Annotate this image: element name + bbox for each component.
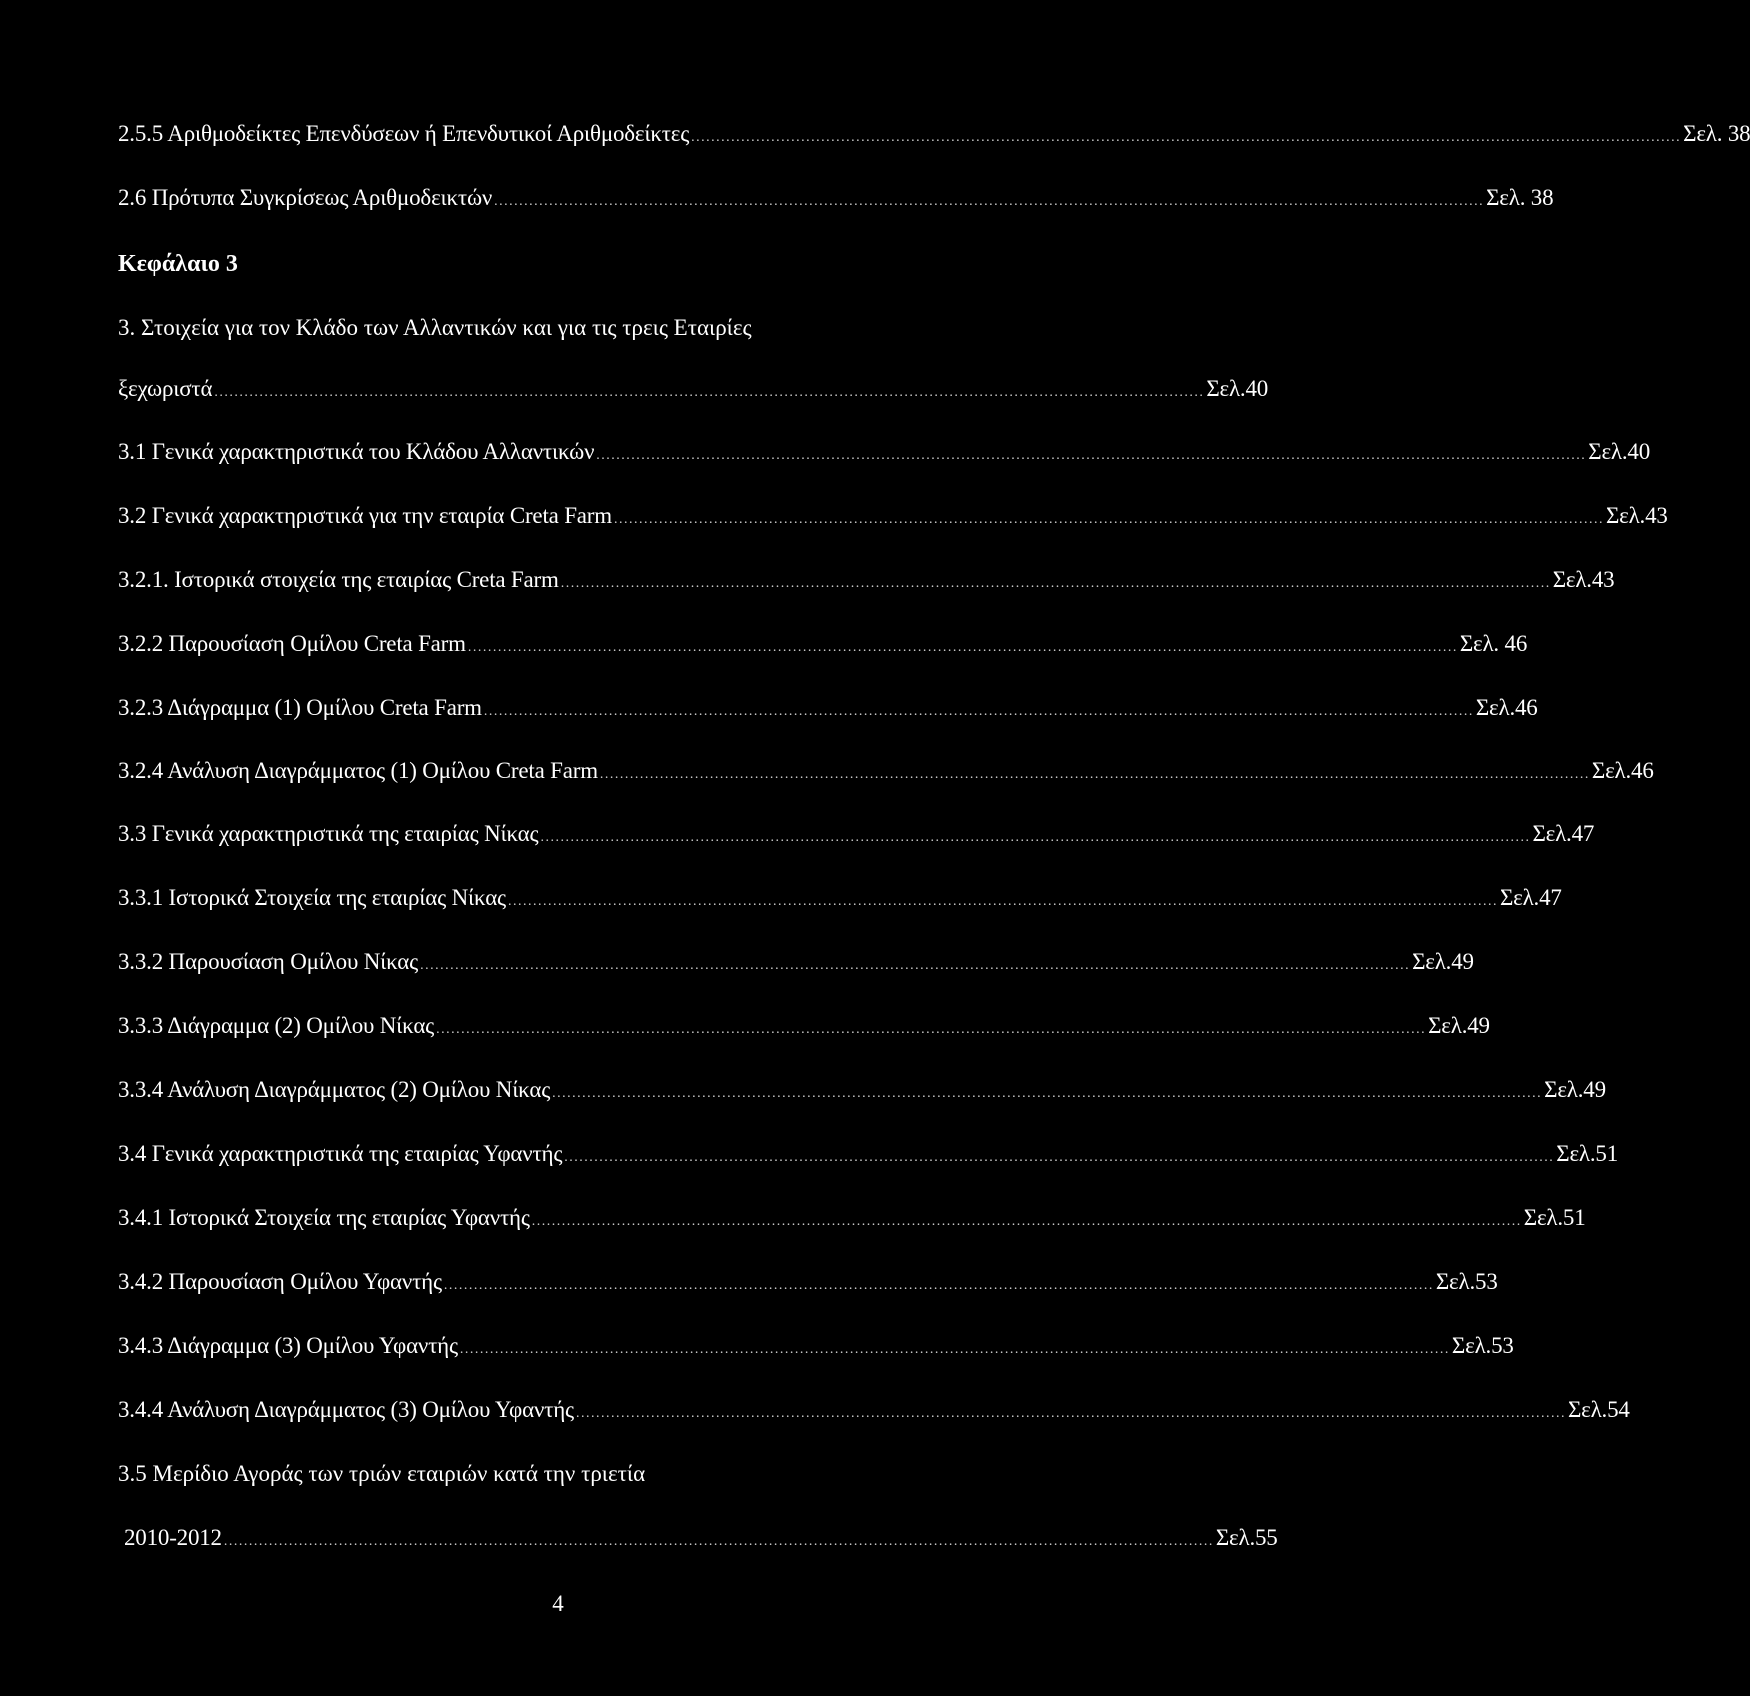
- toc-entry: [118, 1332, 1514, 1364]
- toc-entry-text: 3.4.2 Παρουσίαση Ομίλου Υφαντής: [118, 1269, 442, 1294]
- toc-entry-page: Σελ.55: [1215, 1525, 1278, 1550]
- toc-entry-text: 3.5 Μερίδιο Αγοράς των τριών εταιριών κατά την τριετία: [118, 1461, 646, 1486]
- toc-entry-text: 3.4.1 Ιστορικά Στοιχεία της εταιρίας Υφαντής: [118, 1205, 530, 1230]
- toc-entry: [124, 1524, 1278, 1556]
- toc-entry-text: 2010-2012: [124, 1525, 222, 1550]
- chapter-heading: Κεφάλαιο 3: [118, 251, 238, 277]
- toc-entry-page: Σελ.54: [1567, 1397, 1630, 1422]
- toc-entry: [118, 1204, 1586, 1236]
- toc-entry-page: Σελ.53: [1435, 1269, 1498, 1294]
- toc-entry-text: 3.1 Γενικά χαρακτηριστικά του Κλάδου Αλλαντικών: [118, 439, 595, 464]
- toc-leader-dots: ......................................................................................................................................................................................................: [552, 1086, 1543, 1101]
- toc-entry: [118, 1012, 1490, 1044]
- toc-entry-text: 3.3 Γενικά χαρακτηριστικά της εταιρίας Νίκας: [118, 821, 539, 846]
- toc-leader-dots: ......................................................................................................................................................................................................: [560, 576, 1551, 591]
- toc-leader-dots: ......................................................................................................................................................................................................: [483, 704, 1474, 719]
- toc-entry: [118, 694, 1538, 726]
- toc-entry-page: Σελ.40: [1588, 439, 1651, 464]
- toc-entry-page: Σελ.40: [1206, 376, 1269, 401]
- toc-entry: [118, 1268, 1498, 1300]
- toc-entry-text: 3.4.3 Διάγραμμα (3) Ομίλου Υφαντής: [118, 1333, 458, 1358]
- toc-entry: [118, 757, 1654, 789]
- toc-leader-dots: ......................................................................................................................................................................................................: [436, 1022, 1427, 1037]
- page-number: 4: [552, 1591, 564, 1616]
- toc-entry-text: 2.5.5 Αριθμοδείκτες Επενδύσεων ή Επενδυτικοί Αριθμοδείκτες: [118, 121, 690, 146]
- toc-entry-page: Σελ.46: [1475, 695, 1538, 720]
- toc-entry-page: Σελ.51: [1523, 1205, 1586, 1230]
- toc-entry-page: Σελ.47: [1532, 821, 1595, 846]
- toc-entry-text: 3.4 Γενικά χαρακτηριστικά της εταιρίας Υφαντής: [118, 1141, 563, 1166]
- toc-entry-page: Σελ.43: [1605, 503, 1668, 528]
- toc-entry-text: ξεχωριστά: [118, 376, 213, 401]
- toc-entry: [118, 820, 1595, 852]
- toc-leader-dots: ......................................................................................................................................................................................................: [507, 894, 1498, 909]
- toc-entry-page: Σελ.47: [1499, 885, 1562, 910]
- toc-entry-text: 3. Στοιχεία για τον Κλάδο των Αλλαντικών και για τις τρεις Εταιρίες: [118, 315, 752, 340]
- toc-entry: [118, 1076, 1606, 1108]
- toc-leader-dots: ......................................................................................................................................................................................................: [443, 1278, 1434, 1293]
- toc-leader-dots: ......................................................................................................................................................................................................: [564, 1150, 1555, 1165]
- toc-entry: [118, 502, 1668, 534]
- toc-leader-dots: ......................................................................................................................................................................................................: [467, 640, 1458, 655]
- toc-entry-text: 3.2.1. Ιστορικά στοιχεία της εταιρίας Creta Farm: [118, 567, 559, 592]
- toc-entry: [118, 375, 1269, 407]
- toc-entry: [118, 184, 1554, 216]
- toc-entry: [118, 948, 1474, 980]
- toc-entry-page: Σελ.46: [1591, 758, 1654, 783]
- toc-leader-dots: ......................................................................................................................................................................................................: [459, 1342, 1450, 1357]
- toc-entry-page: Σελ.51: [1556, 1141, 1619, 1166]
- toc-entry-text: 3.2.3 Διάγραμμα (1) Ομίλου Creta Farm: [118, 695, 482, 720]
- toc-entry-text: 3.4.4 Ανάλυση Διαγράμματος (3) Ομίλου Υφαντής: [118, 1397, 574, 1422]
- toc-leader-dots: ......................................................................................................................................................................................................: [540, 830, 1531, 845]
- toc-entry-text: 3.2 Γενικά χαρακτηριστικά για την εταιρία Creta Farm: [118, 503, 612, 528]
- toc-entry-text: 2.6 Πρότυπα Συγκρίσεως Αριθμοδεικτών: [118, 185, 493, 210]
- toc-entry-page: Σελ. 46: [1459, 631, 1528, 656]
- toc-entry: [118, 438, 1651, 470]
- toc-entry-page: Σελ. 38: [1486, 185, 1554, 210]
- toc-entry: [118, 630, 1528, 662]
- toc-entry-text: 3.3.2 Παρουσίαση Ομίλου Νίκας: [118, 949, 419, 974]
- toc-entry: [118, 120, 1750, 152]
- toc-leader-dots: ......................................................................................................................................................................................................: [691, 130, 1682, 145]
- toc-entry: [118, 566, 1615, 598]
- toc-entry-text: 3.2.2 Παρουσίαση Ομίλου Creta Farm: [118, 631, 466, 656]
- toc-leader-dots: ......................................................................................................................................................................................................: [420, 958, 1411, 973]
- toc-leader-dots: ......................................................................................................................................................................................................: [494, 194, 1485, 209]
- toc-entry-text: 3.3.1 Ιστορικά Στοιχεία της εταιρίας Νίκας: [118, 885, 506, 910]
- toc-leader-dots: ......................................................................................................................................................................................................: [596, 448, 1587, 463]
- toc-entry-text: 3.3.4 Ανάλυση Διαγράμματος (2) Ομίλου Νίκας: [118, 1077, 551, 1102]
- toc-leader-dots: ......................................................................................................................................................................................................: [531, 1214, 1522, 1229]
- toc-entry-page: Σελ.43: [1552, 567, 1615, 592]
- toc-entry-page: Σελ. 38: [1683, 121, 1750, 146]
- toc-entry: [118, 1396, 1630, 1428]
- toc-entry: [118, 1140, 1619, 1172]
- toc-leader-dots: ......................................................................................................................................................................................................: [575, 1406, 1566, 1421]
- toc-entry: [118, 884, 1562, 916]
- toc-entry-page: Σελ.49: [1544, 1077, 1606, 1102]
- toc-entry-text: 3.3.3 Διάγραμμα (2) Ομίλου Νίκας: [118, 1013, 435, 1038]
- toc-leader-dots: ......................................................................................................................................................................................................: [214, 385, 1205, 400]
- toc-leader-dots: ......................................................................................................................................................................................................: [613, 512, 1604, 527]
- toc-entry-page: Σελ.49: [1428, 1013, 1490, 1038]
- toc-entry-text: 3.2.4 Ανάλυση Διαγράμματος (1) Ομίλου Creta Farm: [118, 758, 598, 783]
- toc-leader-dots: ......................................................................................................................................................................................................: [599, 767, 1590, 782]
- toc-entry-page: Σελ.53: [1451, 1333, 1514, 1358]
- toc-entry-page: Σελ.49: [1412, 949, 1474, 974]
- toc-leader-dots: ......................................................................................................................................................................................................: [223, 1534, 1214, 1549]
